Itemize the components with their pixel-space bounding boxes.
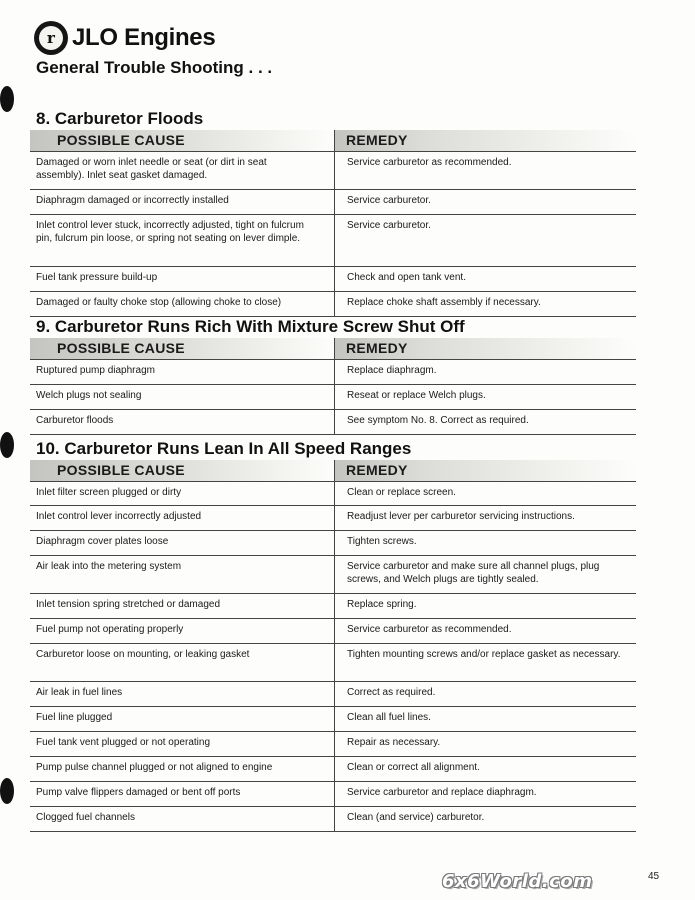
- cause-cell: Pump pulse channel plugged or not aligned to engine: [30, 757, 335, 781]
- cause-cell: Welch plugs not sealing: [30, 385, 335, 409]
- section-runs-rich: [30, 316, 636, 435]
- brand-title: JLO Engines: [72, 24, 216, 51]
- column-cause-header: POSSIBLE CAUSE: [30, 338, 335, 359]
- table-row: [30, 267, 636, 292]
- remedy-cell: Replace diaphragm.: [347, 365, 437, 376]
- cause-cell: Inlet control lever incorrectly adjusted: [30, 506, 335, 530]
- cause-cell: Fuel tank pressure build-up: [30, 267, 335, 291]
- cause-cell: Air leak in fuel lines: [30, 682, 335, 706]
- remedy-cell: Service carburetor and replace diaphragm.: [347, 787, 537, 798]
- remedy-cell: Readjust lever per carburetor servicing instructions.: [347, 511, 575, 522]
- site-watermark: 6x6World.com: [442, 871, 593, 892]
- remedy-cell: Service carburetor.: [347, 195, 431, 206]
- section-carburetor-floods: [30, 108, 636, 317]
- table-row: [30, 707, 636, 732]
- remedy-cell: Tighten mounting screws and/or replace gasket as necessary.: [347, 649, 621, 660]
- cause-cell: Carburetor floods: [30, 410, 335, 434]
- table-row: [30, 410, 636, 435]
- section-runs-lean: [30, 438, 636, 832]
- table-row: [30, 531, 636, 556]
- column-remedy-header: REMEDY: [335, 460, 636, 481]
- section-title: 10. Carburetor Runs Lean In All Speed Ranges: [36, 439, 412, 458]
- cause-cell: Fuel tank vent plugged or not operating: [30, 732, 335, 756]
- table-row: [30, 482, 636, 506]
- table-row: [30, 782, 636, 807]
- remedy-cell: Correct as required.: [347, 687, 436, 698]
- table-row: [30, 682, 636, 707]
- section-title: 9. Carburetor Runs Rich With Mixture Screw Shut Off: [36, 317, 465, 336]
- page-subtitle: General Trouble Shooting . . .: [36, 58, 273, 77]
- column-header: [30, 338, 636, 360]
- cause-cell: Inlet tension spring stretched or damaged: [30, 594, 335, 618]
- table-row: [30, 757, 636, 782]
- remedy-cell: Clean (and service) carburetor.: [347, 812, 485, 823]
- binder-hole: [0, 86, 14, 112]
- table-row: [30, 190, 636, 215]
- table-row: [30, 556, 636, 594]
- binder-hole: [0, 432, 14, 458]
- column-header: [30, 130, 636, 152]
- remedy-cell: Tighten screws.: [347, 536, 417, 547]
- remedy-cell: Clean all fuel lines.: [347, 712, 431, 723]
- table-row: [30, 292, 636, 317]
- table-row: [30, 506, 636, 531]
- table-row: [30, 732, 636, 757]
- cause-cell: Damaged or worn inlet needle or seat (or dirt in seat assembly). Inlet seat gasket damaged.: [30, 152, 335, 189]
- remedy-cell: Service carburetor.: [347, 220, 431, 231]
- remedy-cell: See symptom No. 8. Correct as required.: [347, 415, 529, 426]
- cause-cell: Clogged fuel channels: [30, 807, 335, 831]
- cause-cell: Inlet control lever stuck, incorrectly adjusted, tight on fulcrum pin, fulcrum pin loose, or spring not seating on lever dimple.: [30, 215, 335, 266]
- table-row: [30, 807, 636, 832]
- remedy-cell: Service carburetor as recommended.: [347, 157, 512, 168]
- section-title: 8. Carburetor Floods: [36, 109, 204, 128]
- remedy-cell: Replace spring.: [347, 599, 417, 610]
- cause-cell: Fuel line plugged: [30, 707, 335, 731]
- cause-cell: Ruptured pump diaphragm: [30, 360, 335, 384]
- brand-header: [34, 20, 215, 56]
- column-cause-header: POSSIBLE CAUSE: [30, 460, 335, 481]
- remedy-cell: Check and open tank vent.: [347, 272, 466, 283]
- table-row: [30, 360, 636, 385]
- column-header: [30, 460, 636, 482]
- remedy-cell: Clean or replace screen.: [347, 487, 456, 498]
- column-remedy-header: REMEDY: [335, 130, 636, 151]
- page-number: 45: [648, 871, 660, 882]
- table-row: [30, 215, 636, 267]
- cause-cell: Pump valve flippers damaged or bent off ports: [30, 782, 335, 806]
- table-row: [30, 644, 636, 682]
- cause-cell: Fuel pump not operating properly: [30, 619, 335, 643]
- table-row: [30, 594, 636, 619]
- cause-cell: Damaged or faulty choke stop (allowing choke to close): [30, 292, 335, 316]
- table-row: [30, 385, 636, 410]
- remedy-cell: Clean or correct all alignment.: [347, 762, 480, 773]
- cause-cell: Carburetor loose on mounting, or leaking gasket: [30, 644, 335, 681]
- remedy-cell: Repair as necessary.: [347, 737, 441, 748]
- column-cause-header: POSSIBLE CAUSE: [30, 130, 335, 151]
- remedy-cell: Service carburetor as recommended.: [347, 624, 512, 635]
- remedy-cell: Service carburetor and make sure all channel plugs, plug screws, and Welch plugs are tightly sealed.: [347, 561, 600, 585]
- column-remedy-header: REMEDY: [335, 338, 636, 359]
- table-row: [30, 619, 636, 644]
- binder-hole: [0, 778, 14, 804]
- remedy-cell: Replace choke shaft assembly if necessary.: [347, 297, 541, 308]
- cause-cell: Inlet filter screen plugged or dirty: [30, 482, 335, 505]
- cause-cell: Diaphragm damaged or incorrectly installed: [30, 190, 335, 214]
- jlo-logo-icon: r: [34, 21, 68, 55]
- table-row: [30, 152, 636, 190]
- cause-cell: Air leak into the metering system: [30, 556, 335, 593]
- remedy-cell: Reseat or replace Welch plugs.: [347, 390, 486, 401]
- cause-cell: Diaphragm cover plates loose: [30, 531, 335, 555]
